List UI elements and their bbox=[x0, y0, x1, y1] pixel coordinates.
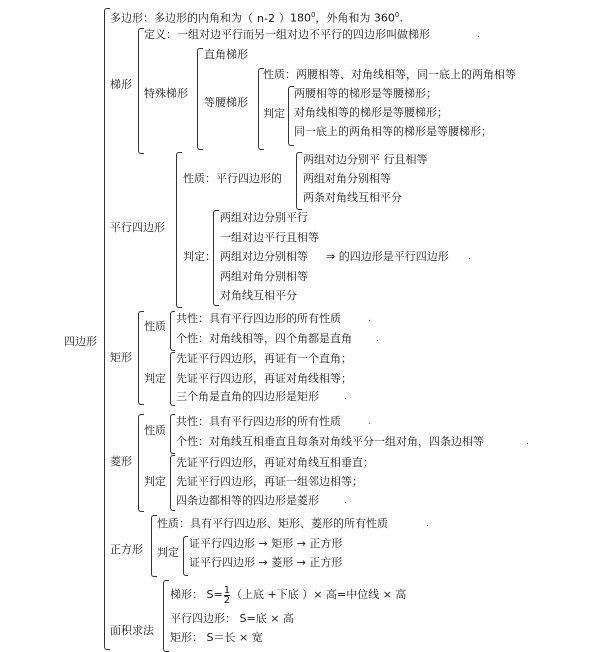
trapezoid-judge-1: 两腰相等的梯形是等腰梯形； bbox=[294, 87, 437, 100]
rhombus-common: 共性：具有平行四边形的所有性质 bbox=[176, 415, 341, 428]
parallelogram-brace bbox=[176, 152, 182, 308]
rhombus-judge: 判定 bbox=[144, 475, 166, 488]
dot: . bbox=[344, 496, 347, 506]
trapezoid-isosceles: 等腰梯形 bbox=[204, 96, 248, 109]
trapezoid-title: 梯形 bbox=[110, 78, 132, 91]
para-property-1: 两组对边分别平 行且相等 bbox=[303, 153, 428, 166]
para-judge-brace bbox=[213, 210, 219, 306]
dot: . bbox=[468, 252, 471, 262]
square-title: 正方形 bbox=[110, 543, 143, 556]
rect-judge-brace bbox=[170, 352, 175, 406]
rhombus-property: 性质 bbox=[144, 424, 166, 437]
dot: . bbox=[526, 437, 529, 447]
parallelogram-title: 平行四边形 bbox=[110, 221, 165, 234]
rhombus-judge-2: 先证平行四边形，再证一组邻边相等； bbox=[176, 475, 363, 488]
para-judge-5: 对角线互相平分 bbox=[220, 289, 297, 302]
rect-common: 共性：具有平行四边形的所有性质 bbox=[176, 312, 341, 325]
dot: . bbox=[477, 30, 480, 40]
fraction: $\frac{1}{2}$ bbox=[223, 584, 231, 606]
square-judge-1: 证平行四边形 → 矩形 → 正方形 bbox=[189, 537, 343, 550]
square-judge-brace bbox=[183, 536, 188, 576]
dot: . bbox=[344, 392, 347, 402]
parallelogram-judge: 判定： bbox=[183, 250, 216, 263]
trapezoid-special: 特殊梯形 bbox=[144, 87, 188, 100]
para-judge-1: 两组对边分别平行 bbox=[220, 211, 308, 224]
square-judge: 判定 bbox=[157, 546, 179, 559]
special-brace bbox=[197, 48, 203, 150]
trapezoid-property: 性质：两腰相等、对角线相等，同一底上的两角相等 bbox=[263, 68, 516, 81]
rect-property-brace bbox=[170, 311, 175, 351]
polygon-line: 多边形：多边形的内角和为（ n-2 ）$180^0$，外角和为 $360^0$. bbox=[110, 11, 403, 25]
area-parallelogram: 平行四边形： S=底 × 高 bbox=[170, 612, 294, 625]
trapezoid-judge-3: 同一底上的两角相等的梯形是等腰梯形； bbox=[294, 125, 492, 138]
rect-individual: 个性：对角线相等，四个角都是直角 bbox=[176, 332, 352, 345]
rect-judge-2: 先证平行四边形，再证对角线相等； bbox=[176, 372, 352, 385]
rhombus-title: 菱形 bbox=[110, 455, 132, 468]
square-property: 性质：具有平行四边形、矩形、菱形的所有性质 bbox=[157, 517, 388, 530]
area-brace bbox=[163, 580, 169, 652]
trapezoid-judge: 判定 bbox=[263, 107, 285, 120]
para-judge-2: 一组对边平行且相等 bbox=[220, 231, 319, 244]
rect-judge-3: 三个角是直角的四边形是矩形 bbox=[176, 390, 319, 403]
square-judge-2: 证平行四边形 → 菱形 → 正方形 bbox=[189, 556, 343, 569]
parallelogram-property: 性质：平行四边形的 bbox=[183, 172, 282, 185]
rectangle-property: 性质 bbox=[144, 320, 166, 333]
dot: . bbox=[368, 417, 371, 427]
root-label: 四边形 bbox=[64, 335, 97, 348]
dot: . bbox=[426, 519, 429, 529]
rectangle-judge: 判定 bbox=[144, 372, 166, 385]
para-property-brace bbox=[296, 152, 302, 210]
rhombus-individual: 个性：对角线互相垂直且每条对角线平分一组对角，四条边相等 bbox=[176, 435, 484, 448]
dot: . bbox=[376, 334, 379, 344]
trapezoid-definition: 定义：一组对边平行而另一组对边不平行的四边形叫做梯形 bbox=[144, 28, 430, 41]
trapezoid-right: 直角梯形 bbox=[204, 48, 248, 61]
para-property-2: 两组对角分别相等 bbox=[303, 172, 391, 185]
para-property-3: 两条对角线互相平分 bbox=[303, 191, 402, 204]
para-judge-3: 两组对边分别相等 bbox=[220, 250, 308, 263]
rectangle-title: 矩形 bbox=[110, 351, 132, 364]
area-rectangle: 矩形： S＝长 × 宽 bbox=[170, 631, 263, 644]
dot: . bbox=[368, 314, 371, 324]
para-judge-4: 两组对角分别相等 bbox=[220, 270, 308, 283]
trapezoid-judge-2: 对角线相等的梯形是等腰梯形； bbox=[294, 106, 448, 119]
area-trapezoid: 梯形： S= $\frac{1}{2}$ （上底 +下底 ）× 高=中位线 × 高 bbox=[170, 584, 407, 606]
para-conclusion: ⇒ 的四边形是平行四边形 bbox=[326, 250, 449, 263]
rhombus-property-brace bbox=[170, 414, 175, 454]
rhombus-judge-3: 四条边都相等的四边形是菱形 bbox=[176, 494, 319, 507]
area-title: 面积求法 bbox=[110, 624, 154, 637]
rhombus-judge-1: 先证平行四边形，再证对角线互相垂直； bbox=[176, 456, 374, 469]
rhombus-judge-brace bbox=[170, 455, 175, 511]
rect-judge-1: 先证平行四边形，再证有一个直角； bbox=[176, 352, 352, 365]
